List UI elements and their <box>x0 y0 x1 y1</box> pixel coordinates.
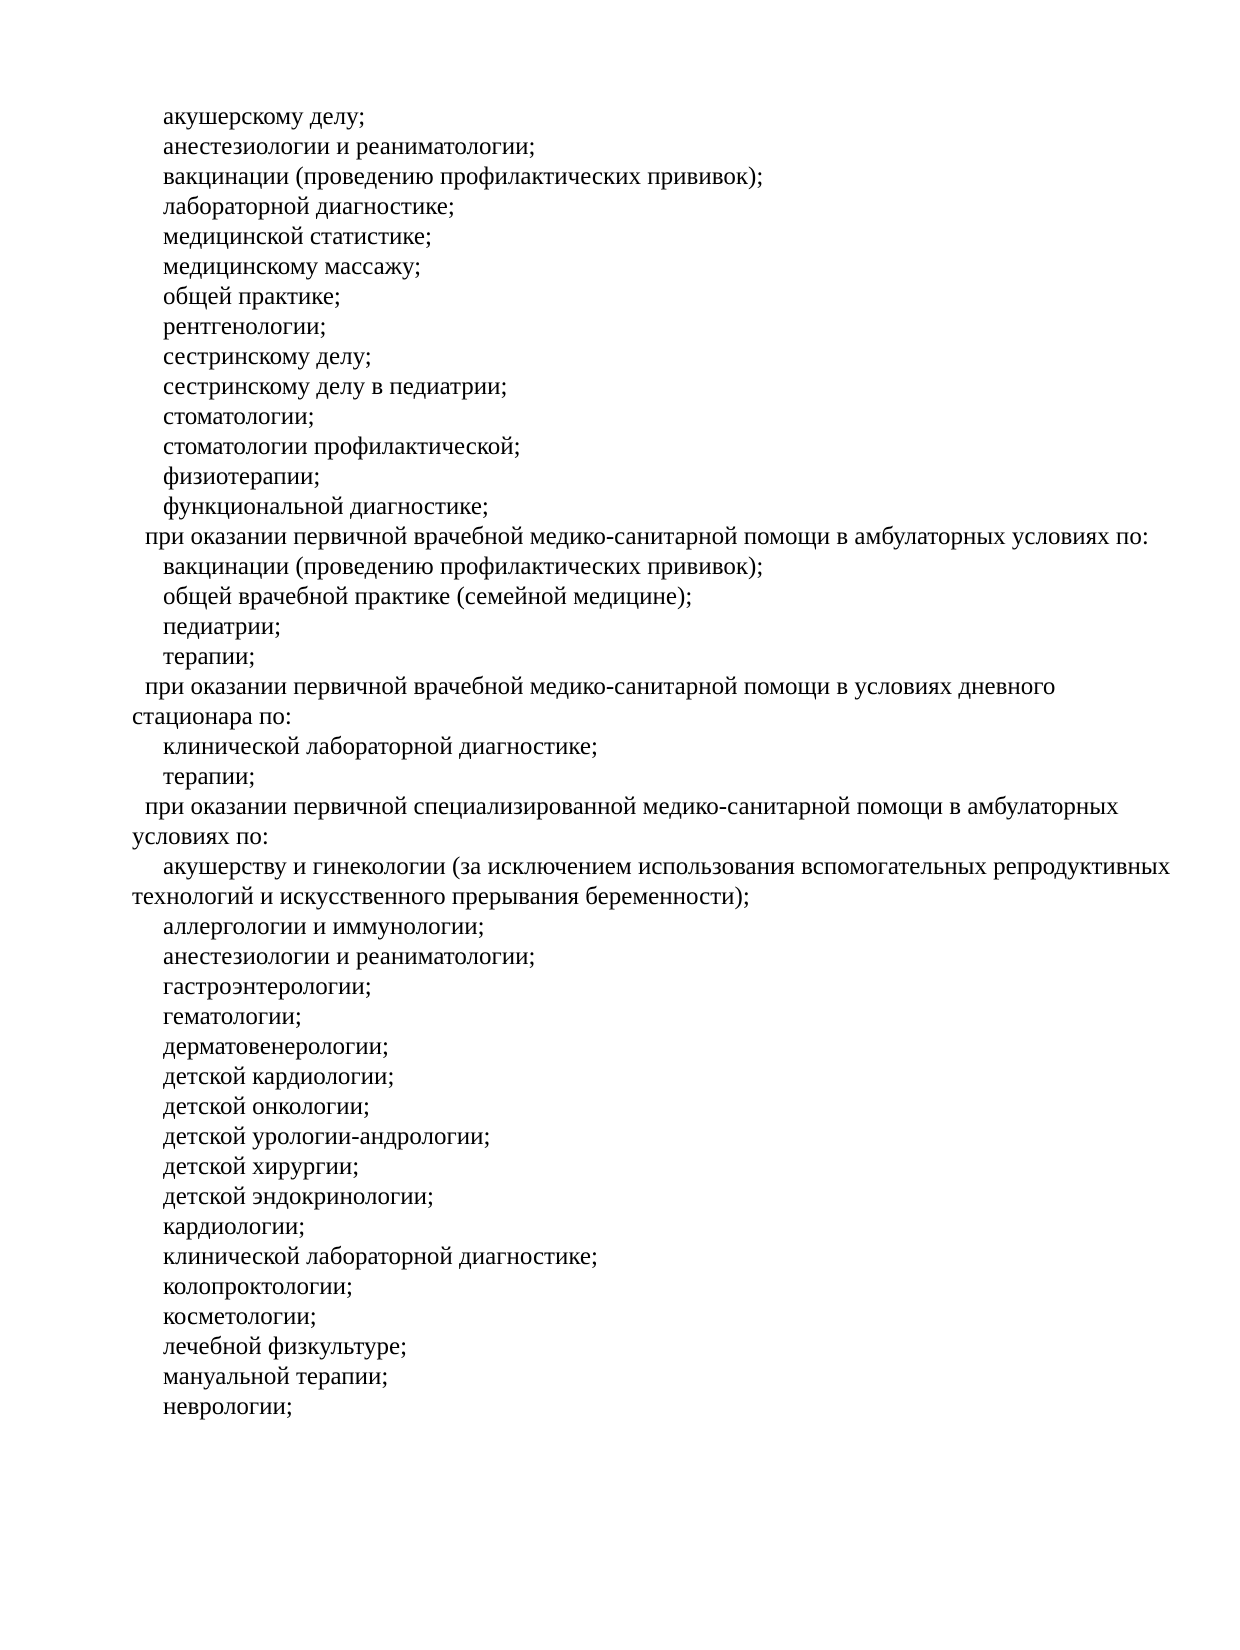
text-line: при оказании первичной специализированной медико-санитарной помощи в амбулаторных <box>145 793 1119 820</box>
text-line: детской хирургии; <box>163 1153 360 1180</box>
text-line: клинической лабораторной диагностике; <box>163 1243 598 1270</box>
text-line: гастроэнтерологии; <box>163 973 372 1000</box>
text-line: функциональной диагностике; <box>163 493 489 520</box>
text-line: терапии; <box>163 763 256 790</box>
text-line: лабораторной диагностике; <box>163 193 455 220</box>
text-line: общей врачебной практике (семейной медицине); <box>163 583 693 610</box>
text-line: аллергологии и иммунологии; <box>163 913 485 940</box>
text-line: технологий и искусственного прерывания беременности); <box>132 883 750 910</box>
text-line: неврологии; <box>163 1393 293 1420</box>
text-line: кардиологии; <box>163 1213 306 1240</box>
text-line: детской эндокринологии; <box>163 1183 434 1210</box>
text-line: сестринскому делу; <box>163 343 372 370</box>
text-line: стоматологии профилактической; <box>163 433 521 460</box>
text-line: акушерскому делу; <box>163 103 366 130</box>
text-line: анестезиологии и реаниматологии; <box>163 133 536 160</box>
text-line: детской урологии-андрологии; <box>163 1123 491 1150</box>
text-line: вакцинации (проведению профилактических прививок); <box>163 163 764 190</box>
text-line: гематологии; <box>163 1003 302 1030</box>
text-line: стационара по: <box>132 703 292 730</box>
text-line: сестринскому делу в педиатрии; <box>163 373 508 400</box>
license-services-text <box>132 102 1170 1422</box>
text-line: лечебной физкультуре; <box>163 1333 408 1360</box>
text-line: условиях по: <box>132 823 269 850</box>
text-line: педиатрии; <box>163 613 282 640</box>
text-line: вакцинации (проведению профилактических прививок); <box>163 553 764 580</box>
text-line: детской онкологии; <box>163 1093 371 1120</box>
text-line: при оказании первичной врачебной медико-санитарной помощи в амбулаторных условиях по: <box>145 523 1149 550</box>
text-line: терапии; <box>163 643 256 670</box>
text-line: детской кардиологии; <box>163 1063 395 1090</box>
text-line: стоматологии; <box>163 403 315 430</box>
text-line: медицинскому массажу; <box>163 253 422 280</box>
text-line: при оказании первичной врачебной медико-санитарной помощи в условиях дневного <box>145 673 1056 700</box>
text-line: акушерству и гинекологии (за исключением использования вспомогательных репродуктивных <box>163 853 1171 880</box>
text-line: клинической лабораторной диагностике; <box>163 733 598 760</box>
text-line: физиотерапии; <box>163 463 321 490</box>
text-line: дерматовенерологии; <box>163 1033 389 1060</box>
text-line: рентгенологии; <box>163 313 327 340</box>
text-line: медицинской статистике; <box>163 223 432 250</box>
text-line: мануальной терапии; <box>163 1363 389 1390</box>
text-line: общей практике; <box>163 283 341 310</box>
text-line: косметологии; <box>163 1303 317 1330</box>
text-line: колопроктологии; <box>163 1273 353 1300</box>
text-line: анестезиологии и реаниматологии; <box>163 943 536 970</box>
